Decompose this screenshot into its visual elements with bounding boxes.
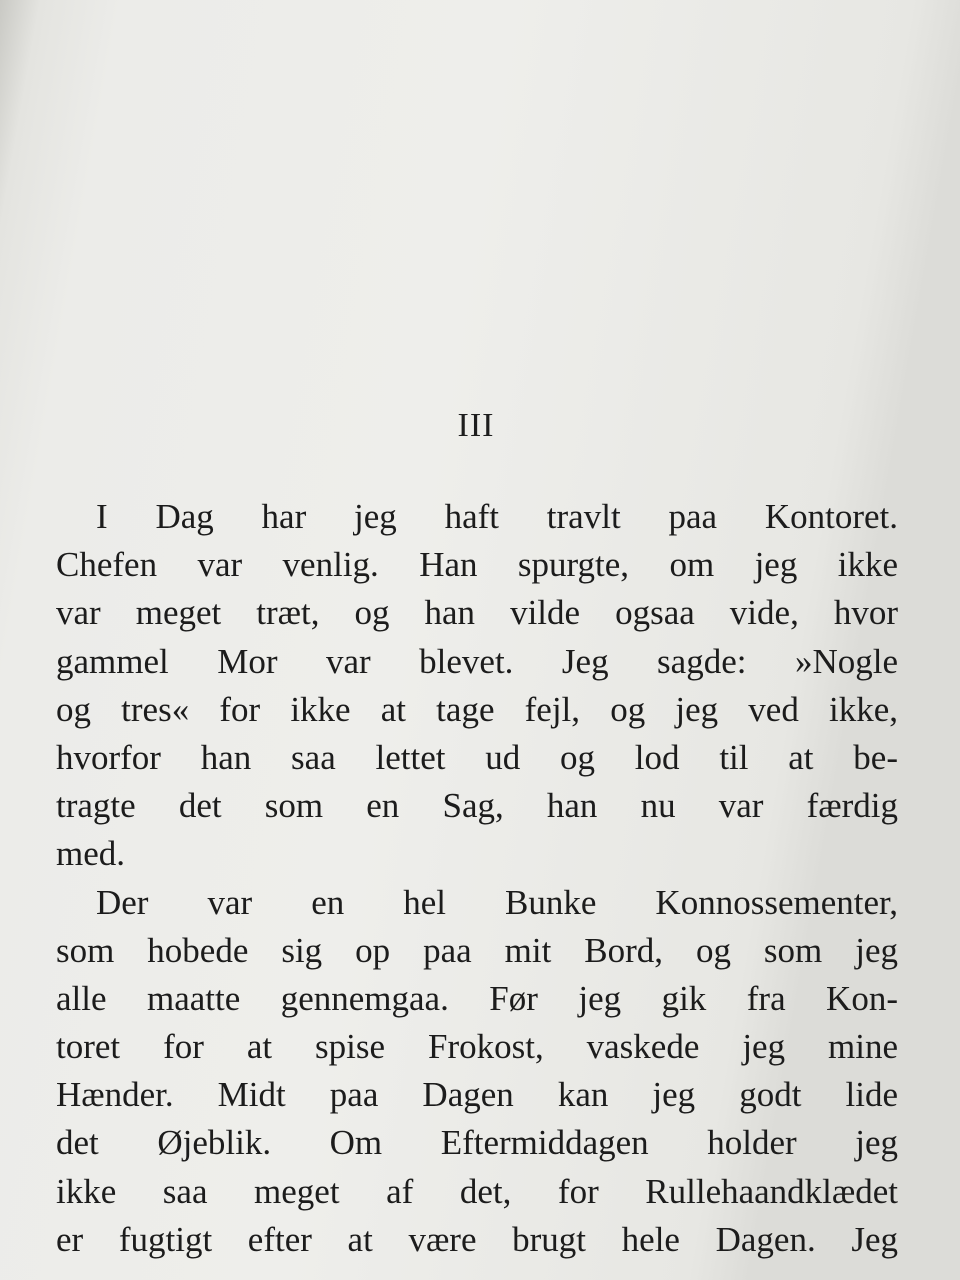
text-line: er fugtigt efter at være brugt hele Dagen. Jeg [56, 1219, 898, 1259]
text-line: Hænder. Midt paa Dagen kan jeg godt lide [56, 1075, 898, 1115]
text-line: alle maatte gennemgaa. Før jeg gik fra Kon- [56, 978, 898, 1018]
text-line: tragte det som en Sag, han nu var færdig [56, 786, 898, 826]
text-line: med. [56, 834, 126, 874]
text-line: ikke saa meget af det, for Rullehaandklædet [56, 1171, 898, 1211]
text-line: hvorfor han saa lettet ud og lod til at be- [56, 737, 898, 777]
text-line: som hobede sig op paa mit Bord, og som jeg [56, 930, 898, 970]
text-line: Der var en hel Bunke Konnossementer, [96, 882, 898, 922]
text-line: var meget træt, og han vilde ogsaa vide, hvor [56, 593, 898, 633]
text-line: Chefen var venlig. Han spurgte, om jeg ikke [56, 545, 898, 585]
body-text [56, 493, 898, 1264]
text-line: gammel Mor var blevet. Jeg sagde: »Nogle [56, 641, 898, 681]
chapter-heading: III [457, 407, 495, 444]
text-line: og tres« for ikke at tage fejl, og jeg ved ikke, [56, 689, 898, 729]
show-through-text [230, 20, 890, 380]
text-line: det Øjeblik. Om Eftermiddagen holder jeg [56, 1123, 898, 1163]
text-line: toret for at spise Frokost, vaskede jeg mine [56, 1027, 898, 1067]
text-line: I Dag har jeg haft travlt paa Kontoret. [96, 497, 898, 536]
